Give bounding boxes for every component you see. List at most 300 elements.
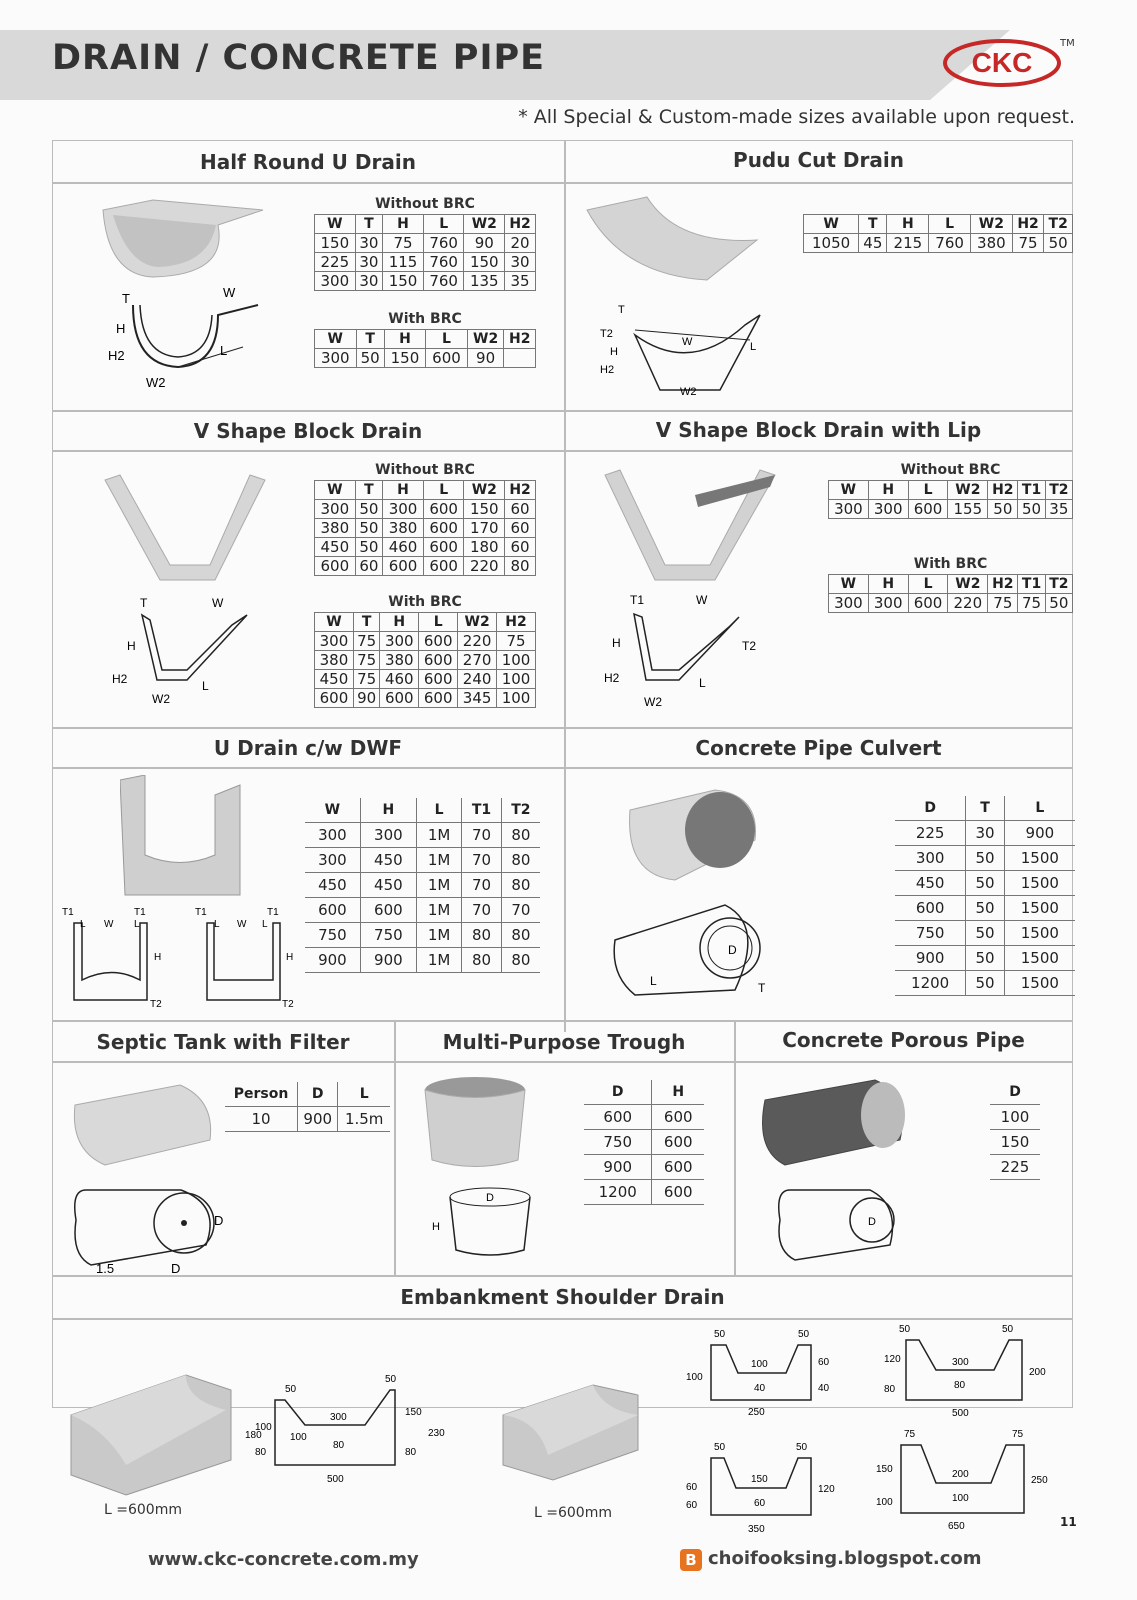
embankment-photo-1 bbox=[66, 1370, 246, 1500]
table-cell: 75 bbox=[353, 651, 379, 670]
table-cell: 600 bbox=[419, 670, 458, 689]
table-cell: 300 bbox=[315, 349, 357, 368]
table-cell: 300 bbox=[315, 272, 356, 291]
table-cell: 50 bbox=[966, 871, 1004, 896]
table-cell: 60 bbox=[505, 500, 536, 519]
table-cell: 60 bbox=[505, 519, 536, 538]
table-cell: 80 bbox=[462, 923, 502, 948]
dim-label-500: 500 bbox=[327, 1474, 344, 1485]
table-cell: 900 bbox=[305, 948, 360, 973]
table-cell: 460 bbox=[380, 670, 419, 689]
divider bbox=[52, 767, 1073, 769]
table-cell: 760 bbox=[423, 253, 464, 272]
porous-title: Concrete Porous Pipe bbox=[782, 1028, 1025, 1052]
column-header: L bbox=[416, 798, 461, 823]
table-cell: 70 bbox=[462, 848, 502, 873]
dim-label-w2: W2 bbox=[644, 695, 662, 709]
column-header: T bbox=[966, 796, 1004, 821]
dim-label-l: L bbox=[750, 341, 757, 353]
dim-label-60: 60 bbox=[754, 1498, 766, 1509]
u-dwf-title: U Drain c/w DWF bbox=[213, 736, 403, 760]
dim-label-l: L bbox=[220, 343, 228, 358]
dim-label-50: 50 bbox=[285, 1384, 297, 1395]
porous-photo bbox=[755, 1075, 915, 1175]
table-cell: 75 bbox=[1012, 234, 1044, 253]
dim-label-h: H bbox=[612, 636, 621, 650]
divider bbox=[52, 410, 1073, 412]
table-cell: 450 bbox=[360, 848, 416, 873]
table-cell: 90 bbox=[353, 689, 379, 708]
table-cell: 600 bbox=[652, 1155, 704, 1180]
dim-label-d: D bbox=[214, 1213, 224, 1228]
table-cell: 600 bbox=[652, 1130, 704, 1155]
divider bbox=[52, 1061, 1073, 1063]
column-header: T2 bbox=[1045, 575, 1072, 594]
table-cell: 30 bbox=[505, 253, 536, 272]
table-cell: 300 bbox=[868, 500, 908, 519]
culvert-diagram bbox=[610, 900, 780, 1015]
table-row bbox=[584, 1155, 704, 1180]
column-header: T2 bbox=[1045, 481, 1072, 500]
v-shape-title: V Shape Block Drain bbox=[193, 419, 423, 443]
table-cell: 50 bbox=[356, 349, 384, 368]
column-header: L bbox=[419, 613, 458, 632]
table-cell: 50 bbox=[988, 500, 1018, 519]
table-cell: 60 bbox=[355, 557, 383, 576]
table-header-row bbox=[829, 575, 1073, 594]
column-header: H bbox=[380, 613, 419, 632]
dim-label-t: T bbox=[140, 596, 148, 610]
table-cell: 70 bbox=[462, 873, 502, 898]
table-cell: 150 bbox=[315, 234, 356, 253]
table-header-row bbox=[895, 796, 1075, 821]
column-header: W2 bbox=[948, 481, 988, 500]
table-cell: 1050 bbox=[804, 234, 859, 253]
dim-label-h: H bbox=[610, 346, 618, 358]
column-header: D bbox=[298, 1082, 338, 1107]
dim-label-50: 50 bbox=[796, 1442, 808, 1453]
dim-label-50: 50 bbox=[899, 1324, 911, 1335]
table-cell: 300 bbox=[380, 632, 419, 651]
column-header: L bbox=[908, 481, 948, 500]
table-row bbox=[305, 823, 540, 848]
table-cell: 75 bbox=[497, 632, 536, 651]
table-row bbox=[305, 898, 540, 923]
table-cell: 760 bbox=[423, 234, 464, 253]
table-cell: 600 bbox=[315, 557, 356, 576]
dim-label-d: D bbox=[728, 943, 737, 957]
dim-label-l: L bbox=[699, 676, 706, 690]
column-header: T bbox=[859, 215, 887, 234]
v-lip-title: V Shape Block Drain with Lip bbox=[655, 418, 982, 442]
dim-label-l: L bbox=[650, 974, 657, 988]
website-url[interactable]: www.ckc-concrete.com.my bbox=[148, 1549, 419, 1570]
dim-label-h: H bbox=[116, 321, 126, 336]
dim-label-t2: T2 bbox=[742, 639, 757, 653]
table-row bbox=[990, 1105, 1040, 1130]
table-cell: 75 bbox=[383, 234, 424, 253]
dim-label-l: L bbox=[134, 919, 140, 930]
table-cell: 100 bbox=[990, 1105, 1040, 1130]
dim-label-100: 100 bbox=[952, 1493, 969, 1504]
column-header: H2 bbox=[988, 481, 1018, 500]
column-header: L bbox=[426, 330, 468, 349]
column-header: W bbox=[305, 798, 360, 823]
table-cell: 20 bbox=[505, 234, 536, 253]
table-cell: 750 bbox=[360, 923, 416, 948]
table-row bbox=[829, 594, 1073, 613]
half-round-photo bbox=[98, 195, 268, 285]
table-cell: 300 bbox=[315, 500, 356, 519]
dim-label-120: 120 bbox=[818, 1484, 835, 1495]
table-row bbox=[829, 500, 1073, 519]
table-row bbox=[804, 234, 1073, 253]
dim-label-t1: T1 bbox=[62, 907, 74, 918]
dim-label-l: L bbox=[214, 919, 220, 930]
table-header-row bbox=[584, 1080, 704, 1105]
table-cell: 35 bbox=[505, 272, 536, 291]
table-cell: 50 bbox=[355, 500, 383, 519]
table-cell: 50 bbox=[966, 971, 1004, 996]
dim-label-80: 80 bbox=[954, 1380, 966, 1391]
column-header: W bbox=[315, 330, 357, 349]
dim-label-w: W bbox=[682, 336, 693, 348]
half-round-with-brc-table bbox=[314, 329, 536, 368]
column-header: H bbox=[383, 215, 424, 234]
dim-label-200: 200 bbox=[1029, 1367, 1046, 1378]
table-cell: 345 bbox=[458, 689, 497, 708]
column-header: H2 bbox=[505, 481, 536, 500]
trough-photo bbox=[420, 1075, 530, 1175]
pudu-diagram bbox=[600, 295, 790, 400]
dim-label-t1: T1 bbox=[630, 593, 645, 607]
dim-label-t2: T2 bbox=[150, 999, 162, 1010]
table-cell: 115 bbox=[383, 253, 424, 272]
table-row bbox=[315, 234, 536, 253]
table-cell: 100 bbox=[497, 670, 536, 689]
table-row bbox=[305, 923, 540, 948]
table-row bbox=[895, 921, 1075, 946]
table-cell: 300 bbox=[829, 500, 869, 519]
column-header: T bbox=[355, 481, 383, 500]
table-cell: 30 bbox=[355, 253, 383, 272]
table-header-row bbox=[315, 481, 536, 500]
table-cell: 70 bbox=[462, 898, 502, 923]
embankment-length-1: L =600mm bbox=[104, 1502, 182, 1518]
table-cell: 1200 bbox=[895, 971, 966, 996]
table-cell: 600 bbox=[419, 689, 458, 708]
table-row bbox=[315, 538, 536, 557]
dim-label-350: 350 bbox=[748, 1524, 765, 1535]
dim-label-h2: H2 bbox=[112, 672, 128, 686]
column-header: H bbox=[383, 481, 424, 500]
v-shape-without-brc-table bbox=[314, 480, 536, 576]
table-cell: 380 bbox=[970, 234, 1012, 253]
table-cell: 180 bbox=[464, 538, 505, 557]
v-lip-with-brc-table bbox=[828, 574, 1073, 613]
table-cell: 220 bbox=[458, 632, 497, 651]
table-row bbox=[895, 946, 1075, 971]
column-header: L bbox=[929, 215, 971, 234]
column-header: W2 bbox=[458, 613, 497, 632]
column-header: W bbox=[829, 481, 869, 500]
column-header: T bbox=[355, 215, 383, 234]
dim-label-l: L bbox=[202, 679, 209, 693]
dim-label-t2: T2 bbox=[282, 999, 294, 1010]
divider bbox=[52, 727, 1073, 729]
table-cell: 600 bbox=[908, 594, 948, 613]
table-row bbox=[315, 519, 536, 538]
trough-title: Multi-Purpose Trough bbox=[442, 1030, 686, 1054]
table-cell: 300 bbox=[895, 846, 966, 871]
table-header-row bbox=[990, 1080, 1040, 1105]
table-cell: 50 bbox=[1044, 234, 1073, 253]
culvert-photo bbox=[620, 785, 770, 895]
table-header-row bbox=[225, 1082, 390, 1107]
table-cell: 380 bbox=[315, 519, 356, 538]
septic-diagram bbox=[66, 1185, 236, 1275]
table-cell: 1500 bbox=[1004, 846, 1075, 871]
dim-label-100: 100 bbox=[255, 1422, 272, 1433]
v-shape-with-brc-label: With BRC bbox=[388, 594, 462, 610]
column-header: H bbox=[384, 330, 426, 349]
divider bbox=[52, 1275, 1073, 1277]
dim-label-50: 50 bbox=[714, 1329, 726, 1340]
table-row bbox=[305, 873, 540, 898]
column-header: L bbox=[1004, 796, 1075, 821]
culvert-title: Concrete Pipe Culvert bbox=[695, 736, 942, 760]
dim-label-60: 60 bbox=[686, 1482, 698, 1493]
column-header: T1 bbox=[1018, 481, 1045, 500]
dim-label-h: H bbox=[127, 639, 136, 653]
dim-label-75: 75 bbox=[1012, 1429, 1024, 1440]
embankment-photo-2 bbox=[498, 1380, 648, 1490]
column-header: H2 bbox=[504, 330, 536, 349]
table-cell: 300 bbox=[305, 848, 360, 873]
porous-table bbox=[990, 1080, 1040, 1180]
column-header: T2 bbox=[501, 798, 540, 823]
table-header-row bbox=[804, 215, 1073, 234]
dim-label-t2: T2 bbox=[600, 328, 613, 340]
v-shape-photo bbox=[100, 470, 270, 585]
table-cell: 1500 bbox=[1004, 921, 1075, 946]
table-header-row bbox=[315, 215, 536, 234]
embankment-diagram-1 bbox=[245, 1370, 455, 1490]
table-cell: 10 bbox=[225, 1107, 298, 1132]
table-cell: 450 bbox=[305, 873, 360, 898]
table-cell: 220 bbox=[464, 557, 505, 576]
column-header: W bbox=[315, 613, 354, 632]
table-cell: 600 bbox=[305, 898, 360, 923]
table-cell: 600 bbox=[895, 896, 966, 921]
dim-label-60: 60 bbox=[818, 1357, 830, 1368]
table-row bbox=[895, 971, 1075, 996]
table-row bbox=[315, 500, 536, 519]
table-cell: 600 bbox=[419, 651, 458, 670]
table-header-row bbox=[315, 613, 536, 632]
table-row bbox=[990, 1130, 1040, 1155]
table-cell: 460 bbox=[383, 538, 424, 557]
table-cell: 50 bbox=[966, 921, 1004, 946]
dim-label-40: 40 bbox=[754, 1383, 766, 1394]
table-cell: 900 bbox=[1004, 821, 1075, 846]
table-cell: 750 bbox=[305, 923, 360, 948]
table-row bbox=[305, 848, 540, 873]
table-cell: 600 bbox=[383, 557, 424, 576]
dim-label-100: 100 bbox=[290, 1432, 307, 1443]
half-round-without-brc-table bbox=[314, 214, 536, 291]
table-cell: 75 bbox=[353, 670, 379, 689]
table-cell: 240 bbox=[458, 670, 497, 689]
table-cell: 60 bbox=[505, 538, 536, 557]
table-cell: 900 bbox=[584, 1155, 652, 1180]
table-cell: 100 bbox=[497, 689, 536, 708]
column-header: H2 bbox=[497, 613, 536, 632]
divider bbox=[52, 182, 1073, 184]
table-cell: 70 bbox=[501, 898, 540, 923]
column-header: T2 bbox=[1044, 215, 1073, 234]
table-cell: 300 bbox=[829, 594, 869, 613]
dim-label-500: 500 bbox=[952, 1408, 969, 1419]
dim-label-230: 230 bbox=[428, 1428, 445, 1439]
table-cell: 90 bbox=[467, 349, 504, 368]
v-lip-photo bbox=[600, 465, 780, 585]
table-cell: 225 bbox=[895, 821, 966, 846]
table-cell: 50 bbox=[1018, 500, 1045, 519]
table-cell: 150 bbox=[990, 1130, 1040, 1155]
dim-label-h2: H2 bbox=[108, 348, 125, 363]
dim-label-250: 250 bbox=[748, 1407, 765, 1418]
table-cell: 50 bbox=[1045, 594, 1072, 613]
divider bbox=[52, 450, 1073, 452]
table-cell: 225 bbox=[990, 1155, 1040, 1180]
table-cell: 80 bbox=[505, 557, 536, 576]
dim-label-150: 150 bbox=[751, 1474, 768, 1485]
table-cell: 1M bbox=[416, 823, 461, 848]
table-cell: 80 bbox=[462, 948, 502, 973]
column-header: W bbox=[829, 575, 869, 594]
table-cell: 80 bbox=[501, 948, 540, 973]
table-row bbox=[895, 871, 1075, 896]
table-cell: 1500 bbox=[1004, 971, 1075, 996]
dim-label-40: 40 bbox=[818, 1383, 830, 1394]
dim-label-80: 80 bbox=[884, 1384, 896, 1395]
table-cell: 70 bbox=[462, 823, 502, 848]
dim-label-w2: W2 bbox=[152, 692, 170, 706]
table-cell: 600 bbox=[315, 689, 354, 708]
dim-label-100: 100 bbox=[686, 1372, 703, 1383]
column-header: L bbox=[423, 215, 464, 234]
dim-label-t1: T1 bbox=[267, 907, 279, 918]
v-shape-with-brc-table bbox=[314, 612, 536, 708]
column-header: D bbox=[895, 796, 966, 821]
u-dwf-photo bbox=[120, 775, 255, 900]
table-row bbox=[315, 557, 536, 576]
table-cell: 900 bbox=[298, 1107, 338, 1132]
table-row bbox=[315, 651, 536, 670]
septic-title: Septic Tank with Filter bbox=[96, 1030, 350, 1054]
embankment-diagram-2 bbox=[686, 1325, 856, 1420]
table-cell: 300 bbox=[305, 823, 360, 848]
column-header: H2 bbox=[988, 575, 1018, 594]
column-header: W2 bbox=[464, 481, 505, 500]
table-cell: 75 bbox=[353, 632, 379, 651]
table-cell: 600 bbox=[908, 500, 948, 519]
table-cell: 1500 bbox=[1004, 896, 1075, 921]
blog-url[interactable]: choifooksing.blogspot.com bbox=[708, 1548, 982, 1569]
table-cell: 450 bbox=[360, 873, 416, 898]
table-cell: 45 bbox=[859, 234, 887, 253]
column-header: H bbox=[652, 1080, 704, 1105]
table-row bbox=[990, 1155, 1040, 1180]
table-row bbox=[895, 821, 1075, 846]
trough-table bbox=[584, 1080, 704, 1205]
dim-label-t: T bbox=[122, 291, 130, 306]
table-cell: 600 bbox=[426, 349, 468, 368]
trough-diagram bbox=[428, 1185, 543, 1265]
column-header: W2 bbox=[467, 330, 504, 349]
table-cell: 30 bbox=[355, 272, 383, 291]
table-cell: 600 bbox=[652, 1105, 704, 1130]
embankment-length-2: L =600mm bbox=[534, 1505, 612, 1521]
table-row bbox=[225, 1107, 390, 1132]
table-cell: 600 bbox=[423, 519, 464, 538]
dim-label-150: 150 bbox=[405, 1407, 422, 1418]
table-cell: 450 bbox=[315, 538, 356, 557]
column-header: H2 bbox=[1012, 215, 1044, 234]
column-header: W2 bbox=[948, 575, 988, 594]
column-header: T1 bbox=[1018, 575, 1045, 594]
table-row bbox=[315, 349, 536, 368]
v-lip-without-brc-table bbox=[828, 480, 1073, 519]
column-header: W2 bbox=[464, 215, 505, 234]
table-cell: 155 bbox=[948, 500, 988, 519]
dim-label-100: 100 bbox=[876, 1497, 893, 1508]
table-cell: 135 bbox=[464, 272, 505, 291]
table-cell: 150 bbox=[464, 500, 505, 519]
pudu-photo bbox=[582, 195, 762, 285]
table-cell: 50 bbox=[966, 896, 1004, 921]
table-cell: 900 bbox=[895, 946, 966, 971]
table-cell: 750 bbox=[584, 1130, 652, 1155]
half-round-with-brc-label: With BRC bbox=[388, 311, 462, 327]
table-row bbox=[315, 689, 536, 708]
pudu-table bbox=[803, 214, 1073, 253]
dim-label-50: 50 bbox=[798, 1329, 810, 1340]
column-header: W bbox=[315, 215, 356, 234]
dim-label-60: 60 bbox=[686, 1500, 698, 1511]
dim-label-250: 250 bbox=[1031, 1475, 1048, 1486]
dim-label-d: D bbox=[868, 1216, 876, 1228]
table-cell: 90 bbox=[464, 234, 505, 253]
table-cell: 300 bbox=[383, 500, 424, 519]
divider bbox=[52, 1020, 1073, 1022]
table-cell: 1500 bbox=[1004, 946, 1075, 971]
table-cell: 1M bbox=[416, 923, 461, 948]
embankment-diagram-4 bbox=[686, 1440, 856, 1535]
dim-label-t1: T1 bbox=[195, 907, 207, 918]
column-header: D bbox=[990, 1080, 1040, 1105]
table-cell: 215 bbox=[887, 234, 929, 253]
table-cell bbox=[504, 349, 536, 368]
table-cell: 75 bbox=[1018, 594, 1045, 613]
column-header: W bbox=[804, 215, 859, 234]
v-shape-diagram bbox=[112, 595, 257, 710]
table-cell: 300 bbox=[868, 594, 908, 613]
column-header: H2 bbox=[505, 215, 536, 234]
table-cell: 50 bbox=[966, 946, 1004, 971]
table-cell: 300 bbox=[360, 823, 416, 848]
